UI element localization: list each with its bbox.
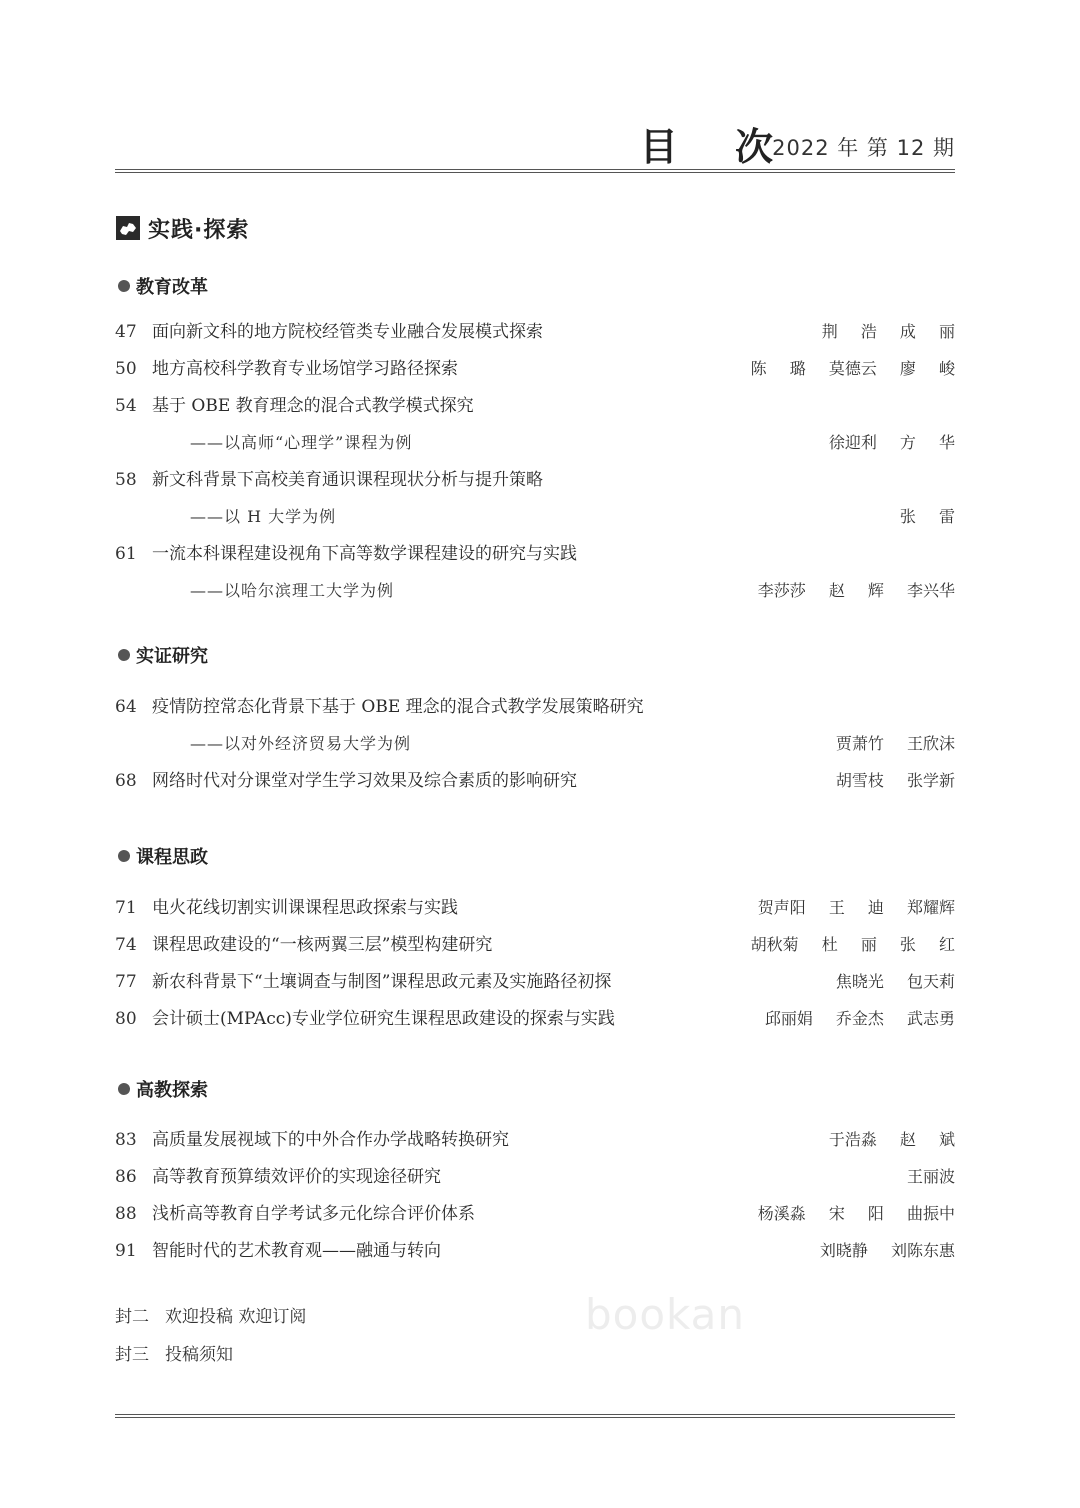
toc-entry[interactable] <box>115 895 955 921</box>
entry-authors: 杨溪淼 宋 阳 曲振中 <box>757 1204 955 1223</box>
toc-entry[interactable] <box>115 1164 955 1190</box>
section-heading <box>116 213 249 243</box>
entry-title: 电火花线切割实训课课程思政探索与实践 <box>152 898 458 918</box>
back-matter-text: 欢迎投稿 欢迎订阅 <box>165 1307 307 1327</box>
entry-page: 74 <box>115 935 137 955</box>
entry-page: 88 <box>115 1204 137 1224</box>
entry-title: 智能时代的艺术教育观——融通与转向 <box>152 1241 441 1261</box>
entry-page: 86 <box>115 1167 137 1187</box>
entry-page: 77 <box>115 972 137 992</box>
entry-authors: 于浩淼 赵 斌 <box>828 1130 955 1149</box>
back-matter-text: 投稿须知 <box>165 1345 233 1365</box>
category-label: 实证研究 <box>136 646 208 667</box>
entry-authors: 陈 璐 莫德云 廖 峻 <box>750 359 955 378</box>
toc-entry[interactable] <box>115 1127 955 1153</box>
category-label: 高教探索 <box>136 1080 208 1101</box>
entry-page: 83 <box>115 1130 137 1150</box>
entry-title: 一流本科课程建设视角下高等数学课程建设的研究与实践 <box>152 544 577 564</box>
entry-title: 基于 OBE 教育理念的混合式教学模式探究 <box>152 396 474 416</box>
entry-authors: 贾萧竹 王欣沫 <box>835 734 955 753</box>
entry-title: 新文科背景下高校美育通识课程现状分析与提升策略 <box>152 470 543 490</box>
entry-title: 高质量发展视域下的中外合作办学战略转换研究 <box>152 1130 509 1150</box>
entry-title: 网络时代对分课堂对学生学习效果及综合素质的影响研究 <box>152 771 577 791</box>
entry-title: 疫情防控常态化背景下基于 OBE 理念的混合式教学发展策略研究 <box>152 697 644 717</box>
entry-authors: 贺声阳 王 迪 郑耀辉 <box>757 898 955 917</box>
bullet-icon <box>118 850 130 862</box>
toc-entry[interactable] <box>115 694 955 720</box>
toc-entry[interactable] <box>115 319 955 345</box>
watermark: bookan <box>585 1290 745 1339</box>
entry-page: 47 <box>115 322 137 342</box>
entry-page: 61 <box>115 544 137 564</box>
category-heading <box>118 1076 208 1102</box>
issue-label: 2022 年 第 12 期 <box>772 136 955 160</box>
header-double-rule <box>115 169 955 173</box>
bullet-icon <box>118 1083 130 1095</box>
toc-entry[interactable] <box>115 467 955 493</box>
toc-title: 目 次 <box>639 125 795 169</box>
entry-page: 68 <box>115 771 137 791</box>
entry-title: 新农科背景下“土壤调查与制图”课程思政元素及实施路径初探 <box>152 972 612 992</box>
back-matter-place: 封二 <box>115 1307 149 1327</box>
toc-entry-subtitle-row <box>115 731 955 757</box>
entry-title: 会计硕士(MPAcc)专业学位研究生课程思政建设的探索与实践 <box>152 1009 615 1029</box>
entry-subtitle: ——以对外经济贸易大学为例 <box>190 734 412 753</box>
toc-entry[interactable] <box>115 1238 955 1264</box>
toc-entry[interactable] <box>115 969 955 995</box>
entry-page: 91 <box>115 1241 137 1261</box>
section-icon <box>116 216 140 240</box>
entry-authors: 胡雪枝 张学新 <box>835 771 955 790</box>
toc-entry[interactable] <box>115 393 955 419</box>
back-matter-item <box>115 1342 249 1368</box>
entry-page: 54 <box>115 396 137 416</box>
toc-entry[interactable] <box>115 1201 955 1227</box>
category-heading <box>118 843 208 869</box>
entry-title: 面向新文科的地方院校经管类专业融合发展模式探索 <box>152 322 543 342</box>
toc-header <box>115 110 955 170</box>
entry-page: 71 <box>115 898 137 918</box>
section-label: 实践·探索 <box>148 217 250 243</box>
entry-authors: 王丽波 <box>906 1167 955 1186</box>
category-label: 教育改革 <box>136 277 208 298</box>
category-heading <box>118 273 208 299</box>
entry-authors: 刘晓静 刘陈东惠 <box>819 1241 955 1260</box>
back-matter-item <box>115 1304 322 1330</box>
entry-page: 80 <box>115 1009 137 1029</box>
toc-entry[interactable] <box>115 356 955 382</box>
entry-authors: 焦晓光 包天莉 <box>835 972 955 991</box>
category-label: 课程思政 <box>136 847 208 868</box>
footer-double-rule <box>115 1414 955 1418</box>
entry-authors: 荆 浩 成 丽 <box>821 322 955 341</box>
entry-title: 地方高校科学教育专业场馆学习路径探索 <box>152 359 458 379</box>
bullet-icon <box>118 280 130 292</box>
entry-authors: 张 雷 <box>899 507 955 526</box>
category-heading <box>118 642 208 668</box>
entry-title: 课程思政建设的“一核两翼三层”模型构建研究 <box>152 935 493 955</box>
toc-entry[interactable] <box>115 1006 955 1032</box>
toc-entry-subtitle-row <box>115 504 955 530</box>
entry-subtitle: ——以 H 大学为例 <box>190 507 337 526</box>
toc-entry-subtitle-row <box>115 578 955 604</box>
entry-authors: 李莎莎 赵 辉 李兴华 <box>757 581 955 600</box>
entry-page: 58 <box>115 470 137 490</box>
back-matter-place: 封三 <box>115 1345 149 1365</box>
entry-authors: 徐迎利 方 华 <box>828 433 955 452</box>
entry-subtitle: ——以高师“心理学”课程为例 <box>190 433 413 452</box>
entry-authors: 邱丽娟 乔金杰 武志勇 <box>764 1009 955 1028</box>
entry-page: 50 <box>115 359 137 379</box>
bullet-icon <box>118 649 130 661</box>
toc-entry[interactable] <box>115 541 955 567</box>
entry-title: 高等教育预算绩效评价的实现途径研究 <box>152 1167 441 1187</box>
toc-entry-subtitle-row <box>115 430 955 456</box>
entry-subtitle: ——以哈尔滨理工大学为例 <box>190 581 395 600</box>
entry-title: 浅析高等教育自学考试多元化综合评价体系 <box>152 1204 475 1224</box>
entry-page: 64 <box>115 697 137 717</box>
toc-entry[interactable] <box>115 768 955 794</box>
entry-authors: 胡秋菊 杜 丽 张 红 <box>750 935 955 954</box>
toc-entry[interactable] <box>115 932 955 958</box>
